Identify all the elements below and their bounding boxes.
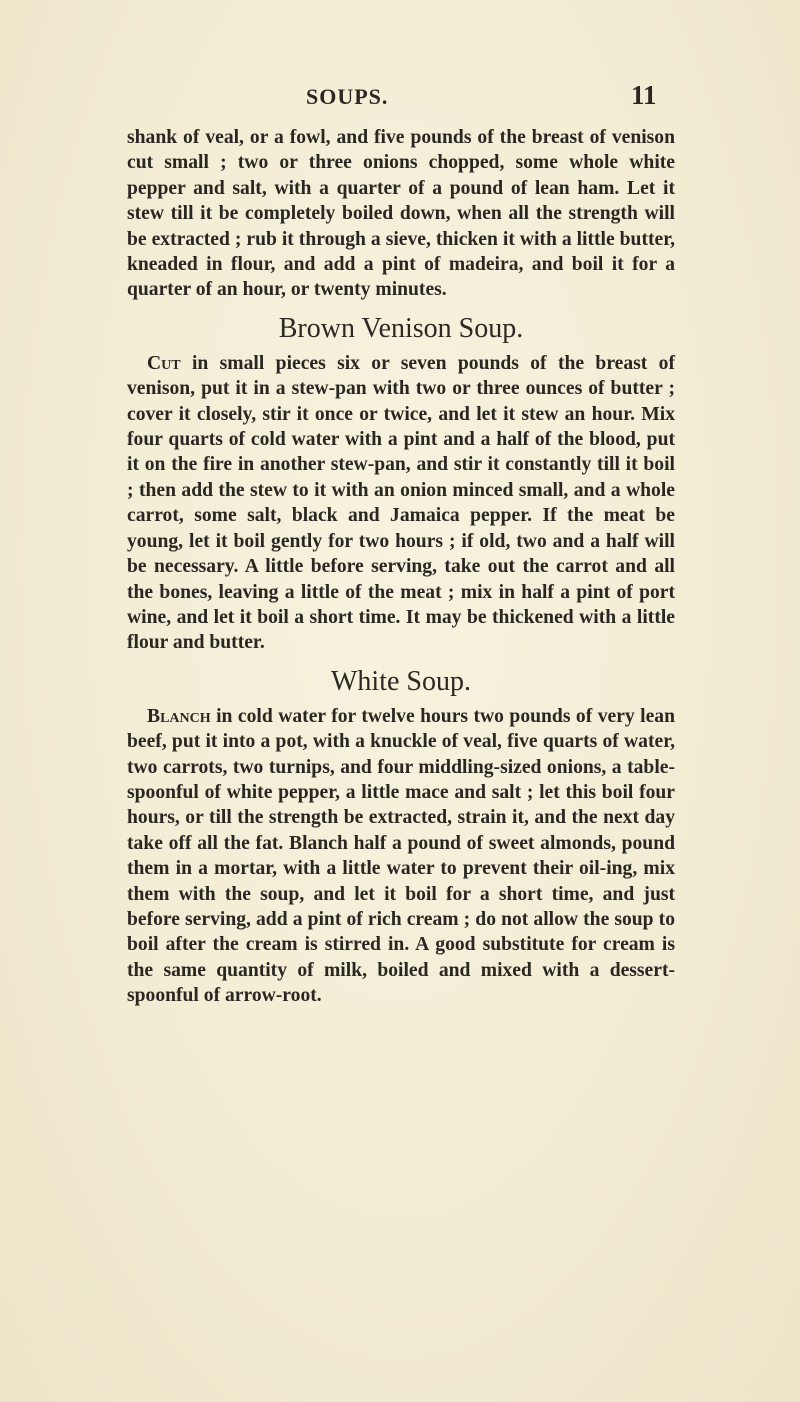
recipe-body: in cold water for twelve hours two pounds of very lean beef, put it into a pot, with a knuckle of veal, five quarts of water, two carrots, two turnips, and four middling-sized onions, a table-spoonful of white pepper, a little mace and salt ; let this boil four hours, or till the strength be extracted, strain it, and the next day take off all the fat. Blanch half a pound of sweet almonds, pound them in a mortar, with a little water to prevent their oil-ing, mix them with the soup, and let it boil for a short time, and just before serving, add a pint of rich cream ; do not allow the soup to boil after the cream is stirred in. A good substitute for cream is the same quantity of milk, boiled and mixed with a dessert-spoonful of arrow-root.	[127, 705, 675, 1007]
section-heading-brown-venison-soup: Brown Venison Soup.	[278, 312, 524, 344]
recipe-lead-word: Cut	[147, 352, 181, 374]
recipe-body: in small pieces six or seven pounds of the breast of venison, put it in a stew-pan with two or three ounces of butter ; cover it closely, stir it once or twice, and let it stew an hour. Mix four quarts of cold water with a pint and a half of the blood, put it on the fire in another stew-pan, and stir it constantly till it boil ; then add the stew to it with an onion minced small, and a whole carrot, some salt, black and Jamaica pepper. If the meat be young, let it boil gently for two hours ; if old, two and a half will be necessary. A little before serving, take out the carrot and all the bones, leaving a little of the meat ; mix in half a pint of port wine, and let it boil a short time. It may be thickened with a little flour and butter.	[127, 352, 675, 654]
body-text	[127, 125, 675, 1009]
recipe-paragraph-white-soup	[127, 704, 675, 1009]
recipe-paragraph-brown-venison-soup	[127, 351, 675, 656]
page-number: 11	[631, 80, 657, 110]
section-heading-white-soup: White Soup.	[331, 665, 471, 697]
recipe-lead-word: Blanch	[147, 705, 211, 727]
intro-paragraph: shank of veal, or a fowl, and five pounds of the breast of venison cut small ; two or three onions chopped, some whole white pepper and salt, with a quarter of a pound of lean ham. Let it stew till it be completely boiled down, when all the strength will be extracted ; rub it through a sieve, thicken it with a little butter, kneaded in flour, and add a pint of madeira, and boil it for a quarter of an hour, or twenty minutes.	[127, 127, 675, 301]
running-head	[0, 80, 800, 114]
running-title: SOUPS.	[306, 84, 389, 109]
